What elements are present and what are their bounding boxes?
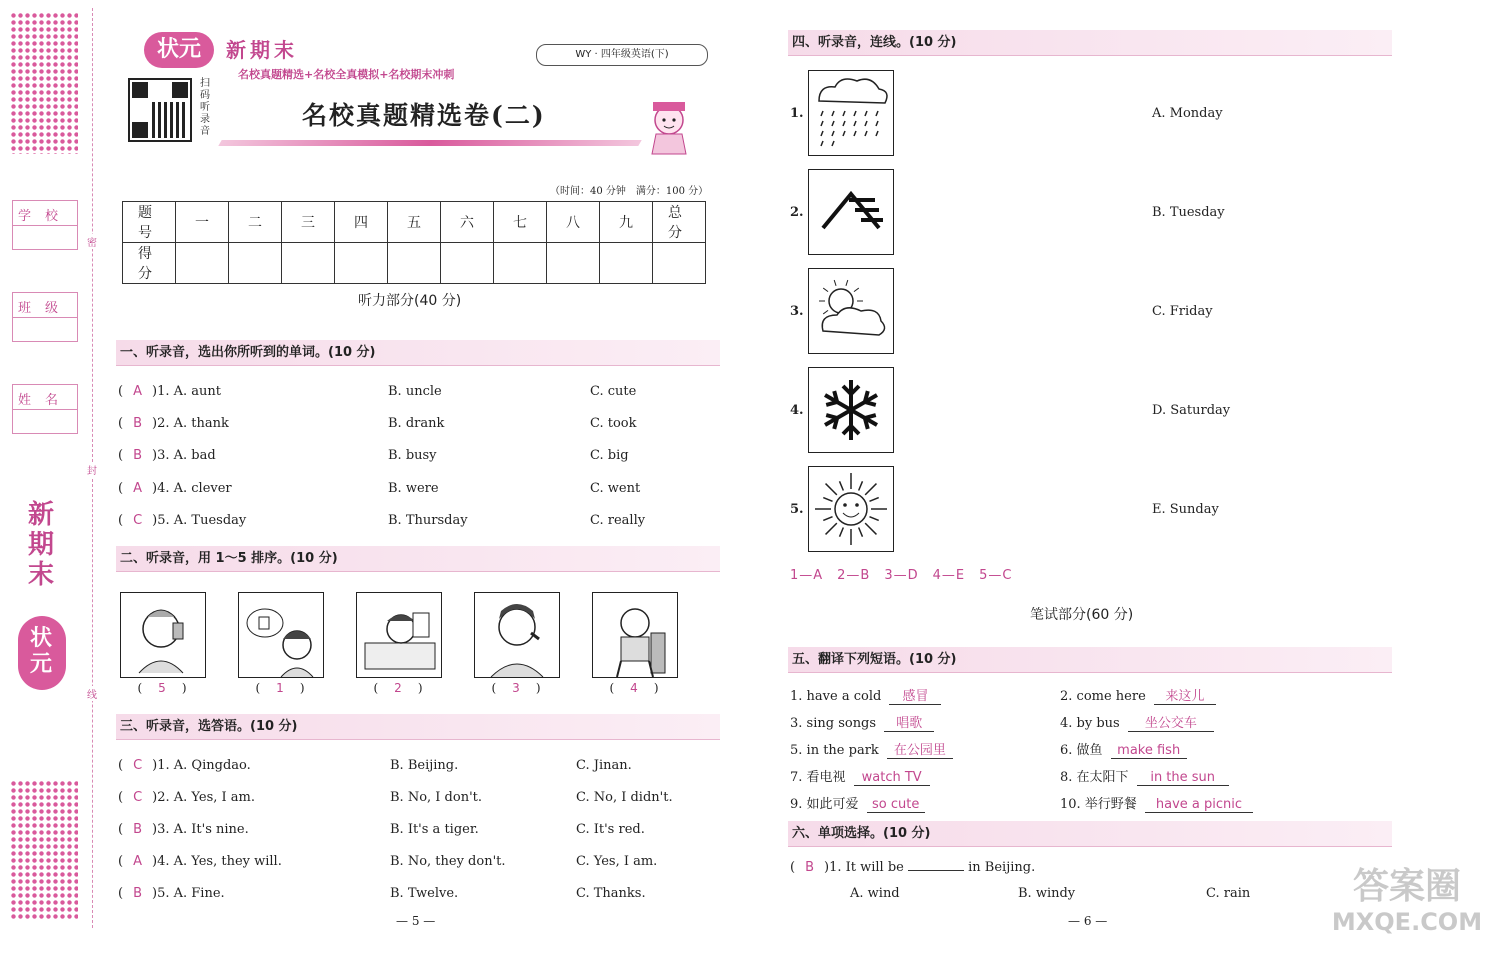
score-header-label: 题 号	[123, 202, 176, 243]
section-3-title: 三、听录音，选答语。(10 分)	[116, 714, 720, 740]
answer-field[interactable]: have a picnic	[1145, 797, 1253, 813]
section-4-number: 5.	[790, 502, 804, 517]
section-4-answer: 1—A 2—B 3—D 4—E 5—C	[790, 568, 1013, 583]
score-cell[interactable]	[176, 243, 229, 284]
score-col-6: 六	[441, 202, 494, 243]
score-cell[interactable]	[335, 243, 388, 284]
page-number-right: — 6 —	[1068, 914, 1108, 928]
score-row-label: 得 分	[123, 243, 176, 284]
option-b[interactable]: B. Twelve.	[390, 886, 459, 901]
option-a[interactable]: A. Qingdao.	[173, 758, 251, 773]
answer-mark: 2	[394, 681, 402, 695]
listening-header: 听力部分(40 分)	[358, 293, 462, 309]
option-c[interactable]: C. big	[590, 448, 629, 464]
answer-field[interactable]: 感冒	[889, 685, 941, 705]
option-c[interactable]: C. really	[590, 512, 646, 528]
phrase: 6. 做鱼	[1060, 743, 1103, 758]
section-5-item	[790, 685, 941, 705]
option-b[interactable]: B. Beijing.	[390, 758, 459, 773]
answer-field[interactable]: in the sun	[1137, 770, 1229, 786]
watermark-line-1: 答案圈	[1352, 866, 1461, 907]
phrase: 5. in the park	[790, 743, 879, 758]
section-2-picture	[356, 592, 442, 678]
option-a[interactable]: A. clever	[173, 480, 232, 496]
seal-mark-feng: 封	[86, 462, 98, 477]
section-4-number: 4.	[790, 403, 804, 418]
score-col-3: 三	[282, 202, 335, 243]
question-number: 5.	[157, 886, 170, 901]
section-4-title: 四、听录音，连线。(10 分)	[788, 30, 1392, 56]
section-5-item	[1060, 739, 1187, 759]
seal-mark-mi: 密	[86, 234, 98, 249]
option-a[interactable]: A. bad	[173, 448, 216, 464]
question-number: 3.	[157, 822, 170, 837]
answer-mark: C	[133, 790, 143, 805]
score-col-9: 九	[600, 202, 653, 243]
section-1-question: ( A )4. A. clever	[118, 480, 232, 496]
section-5-item	[790, 793, 925, 813]
score-col-4: 四	[335, 202, 388, 243]
school-label: 学校	[17, 209, 72, 224]
section-3-question: ( B )5. A. Fine.	[118, 886, 225, 901]
school-field[interactable]	[12, 200, 78, 250]
section-6-option-b[interactable]: B. windy	[1018, 886, 1076, 901]
person-illustration-icon	[239, 593, 323, 677]
sun-cloud-icon[interactable]	[808, 268, 894, 354]
section-2-answer[interactable]: ( 2 )	[373, 681, 423, 695]
option-c[interactable]: C. went	[590, 480, 641, 496]
score-cell[interactable]	[388, 243, 441, 284]
section-2-picture	[120, 592, 206, 678]
answer-field[interactable]: 在公园里	[887, 739, 953, 759]
answer-mark: 5	[158, 681, 166, 695]
brand-logo	[144, 32, 214, 68]
blank-field[interactable]	[908, 870, 964, 871]
answer-mark: A	[133, 854, 142, 869]
watermark-logo	[1322, 866, 1492, 936]
answer-mark: B	[133, 886, 142, 901]
answer-mark: 1	[276, 681, 284, 695]
score-cell[interactable]	[547, 243, 600, 284]
answer-field[interactable]: make fish	[1111, 743, 1187, 759]
answer-field[interactable]: 来这儿	[1154, 685, 1216, 705]
series-name: 新期末	[226, 38, 298, 62]
question-stem: 1. It will be	[829, 860, 904, 875]
answer-field[interactable]: 坐公交车	[1128, 712, 1214, 732]
option-a[interactable]: A. Yes, I am.	[173, 790, 255, 805]
section-1-question: ( B )3. A. bad	[118, 448, 216, 464]
answer-mark: B	[133, 822, 142, 837]
score-table	[122, 201, 712, 284]
section-3-question: ( A )4. A. Yes, they will.	[118, 854, 282, 869]
phrase: 3. sing songs	[790, 716, 877, 731]
wind-icon[interactable]	[808, 169, 894, 255]
option-c[interactable]: C. Thanks.	[576, 886, 646, 901]
option-a[interactable]: A. Yes, they will.	[173, 854, 282, 869]
section-4-option[interactable]: A. Monday	[1152, 106, 1223, 121]
option-b[interactable]: B. It's a tiger.	[390, 822, 479, 837]
section-1-question: ( A )1. A. aunt	[118, 384, 221, 399]
score-cell[interactable]	[229, 243, 282, 284]
option-b[interactable]: B. drank	[388, 416, 445, 432]
section-2-picture	[474, 592, 560, 678]
section-5-item	[1060, 712, 1214, 732]
score-col-2: 二	[229, 202, 282, 243]
option-c[interactable]: C. took	[590, 416, 637, 432]
section-2-answer[interactable]: ( 3 )	[491, 681, 541, 695]
section-3-question: ( B )3. A. It's nine.	[118, 822, 249, 837]
person-illustration-icon	[121, 593, 205, 677]
option-c[interactable]: C. cute	[590, 384, 637, 399]
section-6-option-a[interactable]: A. wind	[850, 886, 900, 901]
option-b[interactable]: B. were	[388, 480, 439, 496]
person-illustration-icon	[593, 593, 677, 677]
section-6-title: 六、单项选择。(10 分)	[788, 821, 1392, 847]
page-number-left: — 5 —	[396, 914, 436, 928]
option-a[interactable]: A. It's nine.	[173, 822, 249, 837]
sun-icon[interactable]	[808, 466, 894, 552]
class-label: 班级	[17, 301, 72, 316]
score-cell[interactable]	[282, 243, 335, 284]
answer-field[interactable]: watch TV	[854, 770, 930, 786]
class-field[interactable]	[12, 292, 78, 342]
phrase: 1. have a cold	[790, 689, 882, 704]
section-5-item	[1060, 793, 1253, 813]
exam-info: （时间：40 分钟 满分：100 分）	[550, 186, 709, 197]
option-b[interactable]: B. busy	[388, 448, 437, 464]
section-4-option[interactable]: B. Tuesday	[1152, 205, 1225, 220]
option-a[interactable]: A. aunt	[173, 384, 221, 399]
vertical-logo	[18, 616, 66, 690]
section-2-picture	[238, 592, 324, 678]
section-5-title: 五、翻译下列短语。(10 分)	[788, 647, 1392, 673]
section-5-item	[1060, 766, 1229, 786]
section-2-title: 二、听录音，用 1～5 排序。(10 分)	[116, 546, 720, 572]
scan-hint: 扫码听录音	[200, 78, 210, 137]
option-c[interactable]: C. No, I didn't.	[576, 790, 673, 805]
section-1-question: ( B )2. A. thank	[118, 416, 229, 432]
section-4-number: 1.	[790, 106, 804, 121]
phrase: 8. 在太阳下	[1060, 770, 1129, 785]
question-number: 5.	[157, 512, 170, 528]
question-number: 1.	[157, 758, 170, 773]
section-1-title: 一、听录音，选出你所听到的单词。(10 分)	[116, 340, 720, 366]
score-cell[interactable]	[494, 243, 547, 284]
option-b[interactable]: B. uncle	[388, 384, 442, 399]
section-2-answer[interactable]: ( 4 )	[609, 681, 659, 695]
title-underline	[218, 140, 641, 146]
name-label: 姓名	[17, 393, 72, 408]
question-number: 2.	[157, 790, 170, 805]
qr-code[interactable]	[128, 78, 192, 142]
section-6-option-c[interactable]: C. rain	[1206, 886, 1251, 901]
answer-mark: A	[133, 480, 142, 496]
seal-mark-xian: 线	[86, 686, 98, 701]
option-a[interactable]: A. Tuesday	[173, 512, 247, 528]
section-4-option[interactable]: C. Friday	[1152, 304, 1213, 319]
phrase: 4. by bus	[1060, 716, 1120, 731]
section-5-item	[790, 712, 934, 732]
option-b[interactable]: B. No, I don't.	[390, 790, 483, 805]
section-6-question-1: ( B )1. It will be in Beijing.	[790, 860, 1036, 875]
option-a[interactable]: A. thank	[173, 416, 229, 432]
answer-mark: A	[133, 384, 142, 399]
phrase: 7. 看电视	[790, 770, 846, 785]
phrase: 9. 如此可爱	[790, 797, 859, 812]
question-stem-end: in Beijing.	[968, 860, 1036, 875]
section-2-answer[interactable]: ( 1 )	[255, 681, 305, 695]
score-col-7: 七	[494, 202, 547, 243]
answer-mark: B	[133, 448, 142, 464]
section-5-item	[790, 766, 930, 786]
section-4-number: 2.	[790, 205, 804, 220]
option-c[interactable]: C. Yes, I am.	[576, 854, 658, 869]
person-illustration-icon	[475, 593, 559, 677]
grade-badge: WY · 四年级英语(下)	[536, 44, 708, 66]
answer-mark: B	[133, 416, 142, 432]
answer-mark: C	[133, 512, 143, 528]
section-5-item	[1060, 685, 1216, 705]
phrase: 2. come here	[1060, 689, 1146, 704]
answer-field[interactable]: 唱歌	[884, 712, 934, 732]
answer-mark: 3	[512, 681, 520, 695]
score-col-1: 一	[176, 202, 229, 243]
person-illustration-icon	[357, 593, 441, 677]
section-5-item	[790, 739, 953, 759]
section-4-number: 3.	[790, 304, 804, 319]
brand-logo-text: 状元	[156, 37, 201, 62]
vertical-logo-text: 状元	[30, 626, 53, 677]
answer-mark: C	[133, 758, 143, 773]
snowflake-icon[interactable]	[808, 367, 894, 453]
score-col-8: 八	[547, 202, 600, 243]
decorative-dot-pattern-bottom	[10, 780, 78, 920]
section-2-answer[interactable]: ( 5 )	[137, 681, 187, 695]
score-cell[interactable]	[441, 243, 494, 284]
page-title: 名校真题精选卷(二)	[302, 101, 546, 130]
series-subtitle: 名校真题精选+名校全真模拟+名校期末冲刺	[238, 68, 455, 81]
option-b[interactable]: B. Thursday	[388, 512, 468, 528]
watermark-line-2: MXQE.COM	[1331, 908, 1483, 936]
option-b[interactable]: B. No, they don't.	[390, 854, 506, 869]
option-c[interactable]: C. It's red.	[576, 822, 645, 837]
answer-field[interactable]: so cute	[867, 797, 925, 813]
option-c[interactable]: C. Jinan.	[576, 758, 632, 773]
score-cell[interactable]	[600, 243, 653, 284]
answer-mark: 4	[630, 681, 638, 695]
vertical-brand-text: 新期末	[28, 500, 55, 590]
written-header: 笔试部分(60 分)	[1030, 607, 1134, 623]
answer-mark: B	[805, 860, 814, 875]
mascot-illustration	[640, 94, 698, 156]
section-3-question: ( C )1. A. Qingdao.	[118, 758, 251, 773]
decorative-dot-pattern-top	[10, 12, 78, 154]
section-3-question: ( C )2. A. Yes, I am.	[118, 790, 255, 805]
question-number: 4.	[157, 480, 170, 496]
question-number: 3.	[157, 448, 170, 464]
rain-snow-cloud-icon[interactable]	[808, 70, 894, 156]
question-number: 1.	[157, 384, 170, 399]
section-4-option[interactable]: D. Saturday	[1152, 403, 1231, 418]
question-number: 4.	[157, 854, 170, 869]
score-cell[interactable]	[653, 243, 706, 284]
option-a[interactable]: A. Fine.	[173, 886, 225, 901]
phrase: 10. 举行野餐	[1060, 797, 1137, 812]
name-field[interactable]	[12, 384, 78, 434]
question-number: 2.	[157, 416, 170, 432]
section-1-question: ( C )5. A. Tuesday	[118, 512, 247, 528]
section-4-option[interactable]: E. Sunday	[1152, 502, 1219, 517]
score-col-5: 五	[388, 202, 441, 243]
score-col-total: 总 分	[653, 202, 706, 243]
section-2-picture	[592, 592, 678, 678]
